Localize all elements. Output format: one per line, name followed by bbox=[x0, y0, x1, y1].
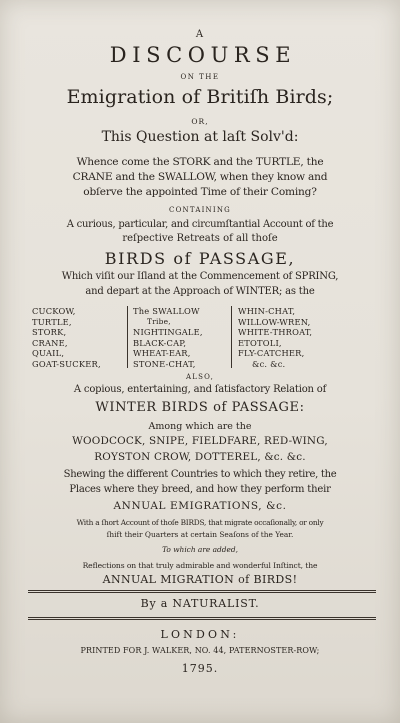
reflections-line: Reflections on that truly admirable and wonderful Inſtinct, the bbox=[82, 561, 318, 570]
short-account-line-1: With a ſhort Account of thoſe BIRDS, that migrate occaſionally, or only bbox=[76, 518, 324, 527]
bird-name: TURTLE, bbox=[32, 316, 72, 327]
bird-name: WHIN-CHAT, bbox=[238, 306, 296, 316]
imprint-printer: PRINTED FOR J. WALKER, NO. 44, PATERNOSTER-ROW; bbox=[80, 646, 320, 655]
annual-emigrations: ANNUAL EMIGRATIONS, &c. bbox=[113, 500, 287, 512]
copious-line: A copious, entertaining, and ſatisfactory Relation of bbox=[73, 384, 327, 395]
bird-name: STORK, bbox=[32, 327, 67, 338]
bird-name: BLACK-CAP, bbox=[133, 337, 187, 348]
curious-line-1: A curious, particular, and circumſtantial Account of the bbox=[66, 219, 334, 230]
depart-line: and depart at the Approach of WINTER; as the bbox=[85, 286, 315, 297]
bird-name: CUCKOW, bbox=[32, 306, 76, 316]
bird-name: WHEAT-EAR, bbox=[133, 348, 191, 359]
bird-name: WILLOW-WREN, bbox=[238, 316, 311, 327]
curious-line-2: reſpective Retreats of all thoſe bbox=[122, 233, 278, 244]
bird-name: &c. &c. bbox=[252, 358, 286, 369]
bird-name: WHITE-THROAT, bbox=[238, 327, 313, 338]
author-line: By a NATURALIST. bbox=[140, 597, 260, 610]
column-divider bbox=[231, 306, 232, 368]
divider-rule bbox=[28, 590, 376, 591]
also-line: ALSO, bbox=[185, 373, 215, 381]
whence-line-1: Whence come the STORK and the TURTLE, the bbox=[76, 156, 324, 168]
bird-name: NIGHTINGALE, bbox=[133, 327, 203, 338]
royston-line: ROYSTON CROW, DOTTEREL, &c. &c. bbox=[94, 451, 306, 463]
bird-name: ETOTOLI, bbox=[238, 337, 282, 348]
bird-name: Tribe, bbox=[147, 316, 171, 326]
bird-name: FLY-CATCHER, bbox=[238, 348, 305, 359]
among-line: Among which are the bbox=[148, 421, 252, 432]
bird-name: GOAT-SUCKER, bbox=[32, 358, 101, 369]
whence-line-2: CRANE and the SWALLOW, when they know and bbox=[72, 171, 328, 183]
woodcock-line: WOODCOCK, SNIPE, FIELDFARE, RED-WING, bbox=[72, 435, 328, 447]
winter-birds-heading: WINTER BIRDS of PASSAGE: bbox=[95, 400, 305, 415]
column-divider bbox=[127, 306, 128, 368]
question-line: This Question at laſt Solv'd: bbox=[101, 129, 299, 145]
short-account-line-2: ſhift their Quarters at certain Seaſons of the Year. bbox=[106, 530, 294, 539]
to-which-added: To which are added, bbox=[162, 545, 238, 554]
bird-name: STONE-CHAT, bbox=[133, 358, 196, 369]
imprint-place: LONDON: bbox=[160, 628, 240, 641]
bird-column-3 bbox=[238, 306, 312, 370]
divider-rule bbox=[28, 592, 376, 593]
imprint-year: 1795. bbox=[181, 662, 219, 675]
bird-column-1 bbox=[32, 306, 101, 370]
birds-of-passage: BIRDS of PASSAGE, bbox=[104, 249, 296, 268]
title-discourse: DISCOURSE bbox=[109, 43, 297, 67]
containing-line: CONTAINING bbox=[169, 206, 231, 214]
which-visit-line: Which viſit our Iſland at the Commencement of SPRING, bbox=[61, 271, 339, 282]
bird-name: QUAIL, bbox=[32, 348, 65, 359]
bird-name: The SWALLOW bbox=[133, 306, 200, 316]
title-emigration: Emigration of Britiſh Birds; bbox=[66, 86, 334, 108]
divider-rule bbox=[28, 619, 376, 620]
annual-migration: ANNUAL MIGRATION of BIRDS! bbox=[102, 573, 298, 586]
word-a: A bbox=[195, 29, 205, 40]
shewing-line-1: Shewing the different Countries to which they retire, the bbox=[63, 469, 337, 480]
on-the: ON THE bbox=[180, 73, 220, 81]
or-line: OR, bbox=[191, 117, 209, 126]
shewing-line-2: Places where they breed, and how they perform their bbox=[69, 484, 331, 495]
bird-name: CRANE, bbox=[32, 337, 68, 348]
whence-line-3: obſerve the appointed Time of their Coming? bbox=[83, 186, 317, 198]
bird-column-2 bbox=[133, 306, 203, 370]
divider-rule bbox=[28, 617, 376, 618]
